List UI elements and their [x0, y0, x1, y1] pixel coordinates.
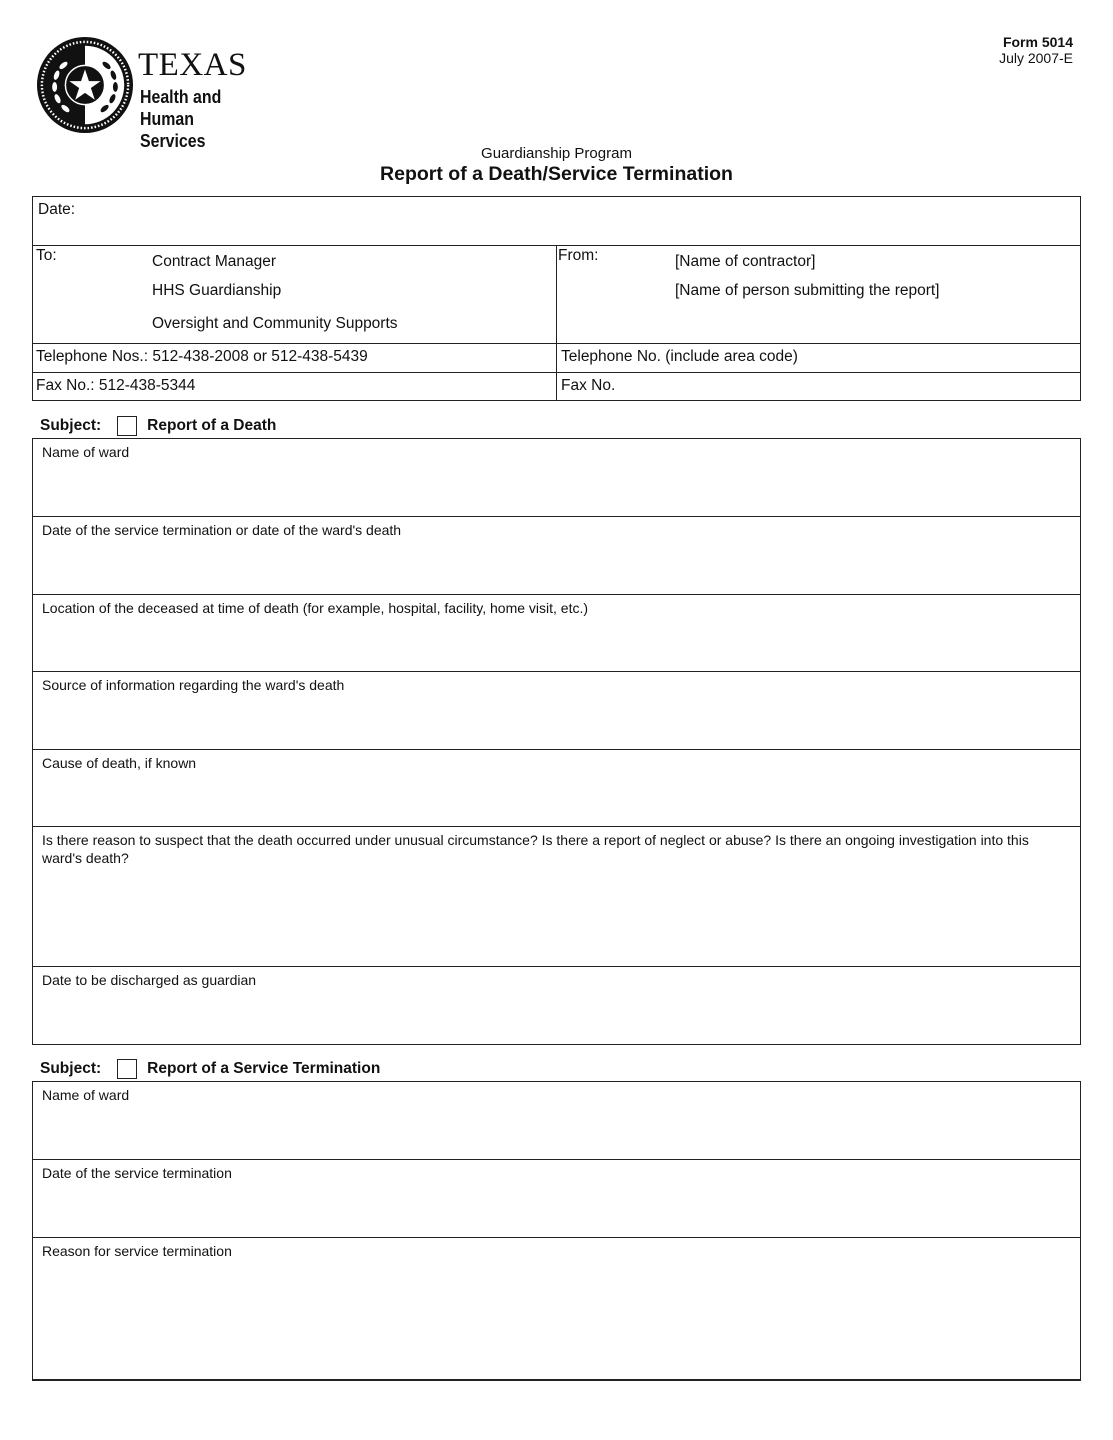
texas-seal-icon — [36, 36, 134, 134]
form-number: Form 5014 — [1002, 34, 1073, 50]
field-name-of-ward[interactable] — [32, 438, 1081, 517]
report-termination-checkbox[interactable] — [117, 1059, 137, 1079]
field-label: Cause of death, if known — [42, 755, 197, 771]
to-line: Contract Manager — [152, 253, 277, 270]
logo-texas-text: TEXAS — [138, 47, 247, 83]
texas-hhs-logo — [36, 36, 296, 151]
to-line: Oversight and Community Supports — [152, 315, 398, 332]
field-label: Reason for service termination — [42, 1243, 232, 1259]
logo-line-3: Services — [140, 130, 206, 151]
from-line: [Name of contractor] — [675, 253, 816, 270]
from-fax-field[interactable] — [556, 372, 1081, 401]
from-phone-field[interactable] — [556, 343, 1081, 373]
field-label: Is there reason to suspect that the death occurred under unusual circumstance? Is there a report of neglect or abuse? Is there an ongoing investigation into this ward's death? — [42, 832, 1029, 866]
subject-label: Subject: — [40, 1060, 102, 1077]
from-fax-label: Fax No. — [561, 377, 616, 394]
field-cause-of-death[interactable] — [32, 749, 1081, 827]
from-phone-label: Telephone No. (include area code) — [561, 348, 798, 365]
subject-title: Report of a Service Termination — [147, 1060, 381, 1077]
date-field[interactable] — [32, 196, 1081, 246]
to-label: To: — [36, 247, 57, 264]
from-label: From: — [558, 247, 599, 264]
death-subject-row — [40, 416, 276, 436]
page-title: Report of a Death/Service Termination — [380, 163, 733, 185]
program-name: Guardianship Program — [481, 145, 632, 162]
logo-hhs-text — [140, 86, 274, 152]
field-label: Date of the service termination — [42, 1165, 232, 1181]
subject-label: Subject: — [40, 417, 102, 434]
field-label: Name of ward — [42, 1087, 130, 1103]
to-block — [32, 245, 557, 344]
field-label: Date to be discharged as guardian — [42, 972, 257, 988]
field-termination-name-of-ward[interactable] — [32, 1081, 1081, 1160]
form-number-block — [999, 34, 1073, 66]
field-source-of-information[interactable] — [32, 671, 1081, 750]
termination-subject-row — [40, 1059, 380, 1079]
field-label: Source of information regarding the ward's death — [42, 677, 345, 693]
to-fax-cell — [32, 372, 557, 401]
form-revision-date: July 2007-E — [999, 50, 1073, 66]
field-label: Date of the service termination or date of the ward's death — [42, 522, 402, 538]
to-phone-cell — [32, 343, 557, 373]
field-discharge-date[interactable] — [32, 966, 1081, 1045]
to-phone: Telephone Nos.: 512-438-2008 or 512-438-5439 — [36, 348, 368, 365]
field-location-of-deceased[interactable] — [32, 594, 1081, 672]
from-block[interactable] — [556, 245, 1081, 344]
report-death-checkbox[interactable] — [117, 416, 137, 436]
field-label: Location of the deceased at time of death (for example, hospital, facility, home visit, etc.) — [42, 600, 589, 616]
date-label: Date: — [38, 201, 76, 218]
field-label: Name of ward — [42, 444, 130, 460]
to-line: HHS Guardianship — [152, 282, 282, 299]
logo-line-2: Health and Human — [140, 86, 222, 129]
field-unusual-circumstances[interactable] — [32, 826, 1081, 967]
field-termination-date[interactable] — [32, 1159, 1081, 1238]
field-termination-reason[interactable] — [32, 1237, 1081, 1381]
from-line: [Name of person submitting the report] — [675, 282, 940, 299]
to-fax: Fax No.: 512-438-5344 — [36, 377, 196, 394]
field-date-of-death[interactable] — [32, 516, 1081, 595]
subject-title: Report of a Death — [147, 417, 277, 434]
